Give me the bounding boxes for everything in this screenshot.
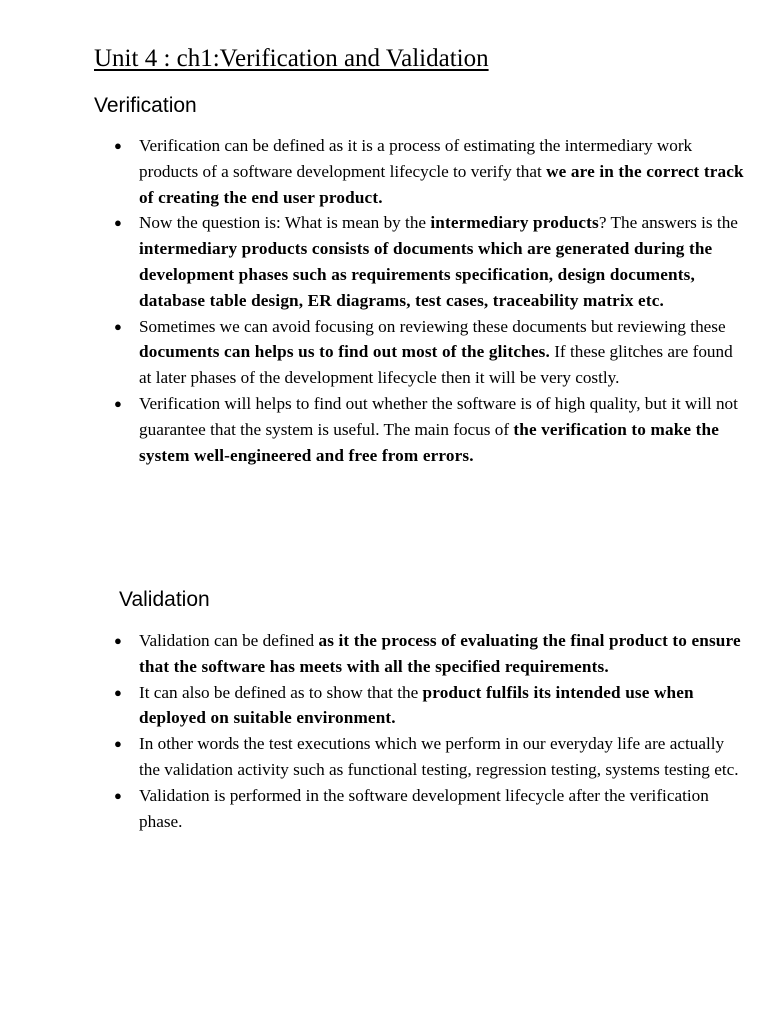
text-run: Validation is performed in the software development lifecycle after the verification phase. xyxy=(139,785,709,831)
text-run: Validation can be defined xyxy=(139,631,319,650)
verification-bullet-list xyxy=(112,133,748,468)
bullet-text xyxy=(139,734,739,779)
bold-text-run: the verification to make the system well-engineered and free from errors. xyxy=(139,419,719,465)
bullet-item xyxy=(112,628,748,680)
text-run: Verification will helps to find out whether the software is of high quality, but it will not guarantee that the system is useful. The main focus of xyxy=(139,393,738,439)
section-heading-validation: Validation xyxy=(119,588,210,611)
bold-text-run: as it the process of evaluating the final product to ensure that the software has meets with all the specified requirements. xyxy=(139,631,741,676)
bullet-icon: ● xyxy=(114,395,122,411)
bullet-item xyxy=(112,133,748,210)
text-run: Verification can be defined as it is a process of estimating the intermediary work products of a software development lifecycle to verify that xyxy=(139,136,693,181)
bullet-text xyxy=(139,394,738,465)
bold-text-run: documents can helps us to find out most of the glitches. xyxy=(139,342,550,362)
text-run: Now the question is: What is mean by the xyxy=(139,213,431,233)
bullet-icon: ● xyxy=(114,633,122,648)
bullet-text xyxy=(139,317,733,388)
validation-bullet-list xyxy=(112,628,748,834)
bullet-text xyxy=(139,213,738,309)
bullet-icon: ● xyxy=(114,215,122,231)
bullet-item xyxy=(112,783,748,835)
text-run: In other words the test executions which we perform in our everyday life are actually the validation activity such as functional testing, regression testing, systems testing etc. xyxy=(139,734,739,779)
bullet-item xyxy=(112,314,748,391)
bold-text-run: intermediary products xyxy=(430,213,599,233)
bullet-icon: ● xyxy=(114,736,122,752)
bold-text-run: product fulfils its intended use when deployed on suitable environment. xyxy=(139,682,694,728)
bullet-text xyxy=(139,683,694,728)
bullet-item xyxy=(112,210,748,313)
bullet-text xyxy=(139,136,744,207)
text-run: Sometimes we can avoid focusing on reviewing these documents but reviewing these xyxy=(139,316,726,336)
bold-text-run: we are in the correct track of creating the end user product. xyxy=(139,161,744,207)
text-run: It can also be defined as to show that the xyxy=(139,682,423,702)
bullet-item xyxy=(112,731,748,783)
document-title: Unit 4 : ch1:Verification and Validation xyxy=(94,45,489,72)
bullet-text xyxy=(139,631,741,676)
bullet-item xyxy=(112,680,748,732)
text-run: If these glitches are found at later phases of the development lifecycle then it will be very costly. xyxy=(139,342,733,388)
bullet-icon: ● xyxy=(114,684,122,700)
bullet-text xyxy=(139,786,709,831)
bullet-icon: ● xyxy=(114,787,122,803)
section-heading-verification: Verification xyxy=(94,94,197,117)
text-run: ? The answers is the xyxy=(598,213,738,233)
bullet-item xyxy=(112,391,748,468)
bullet-icon: ● xyxy=(114,318,122,334)
bold-text-run: intermediary products consists of documents which are generated during the development phases such as requirements specification, design documents, database table design, ER diagrams, test cases, traceability matrix etc. xyxy=(139,239,713,310)
bullet-icon: ● xyxy=(114,138,122,153)
